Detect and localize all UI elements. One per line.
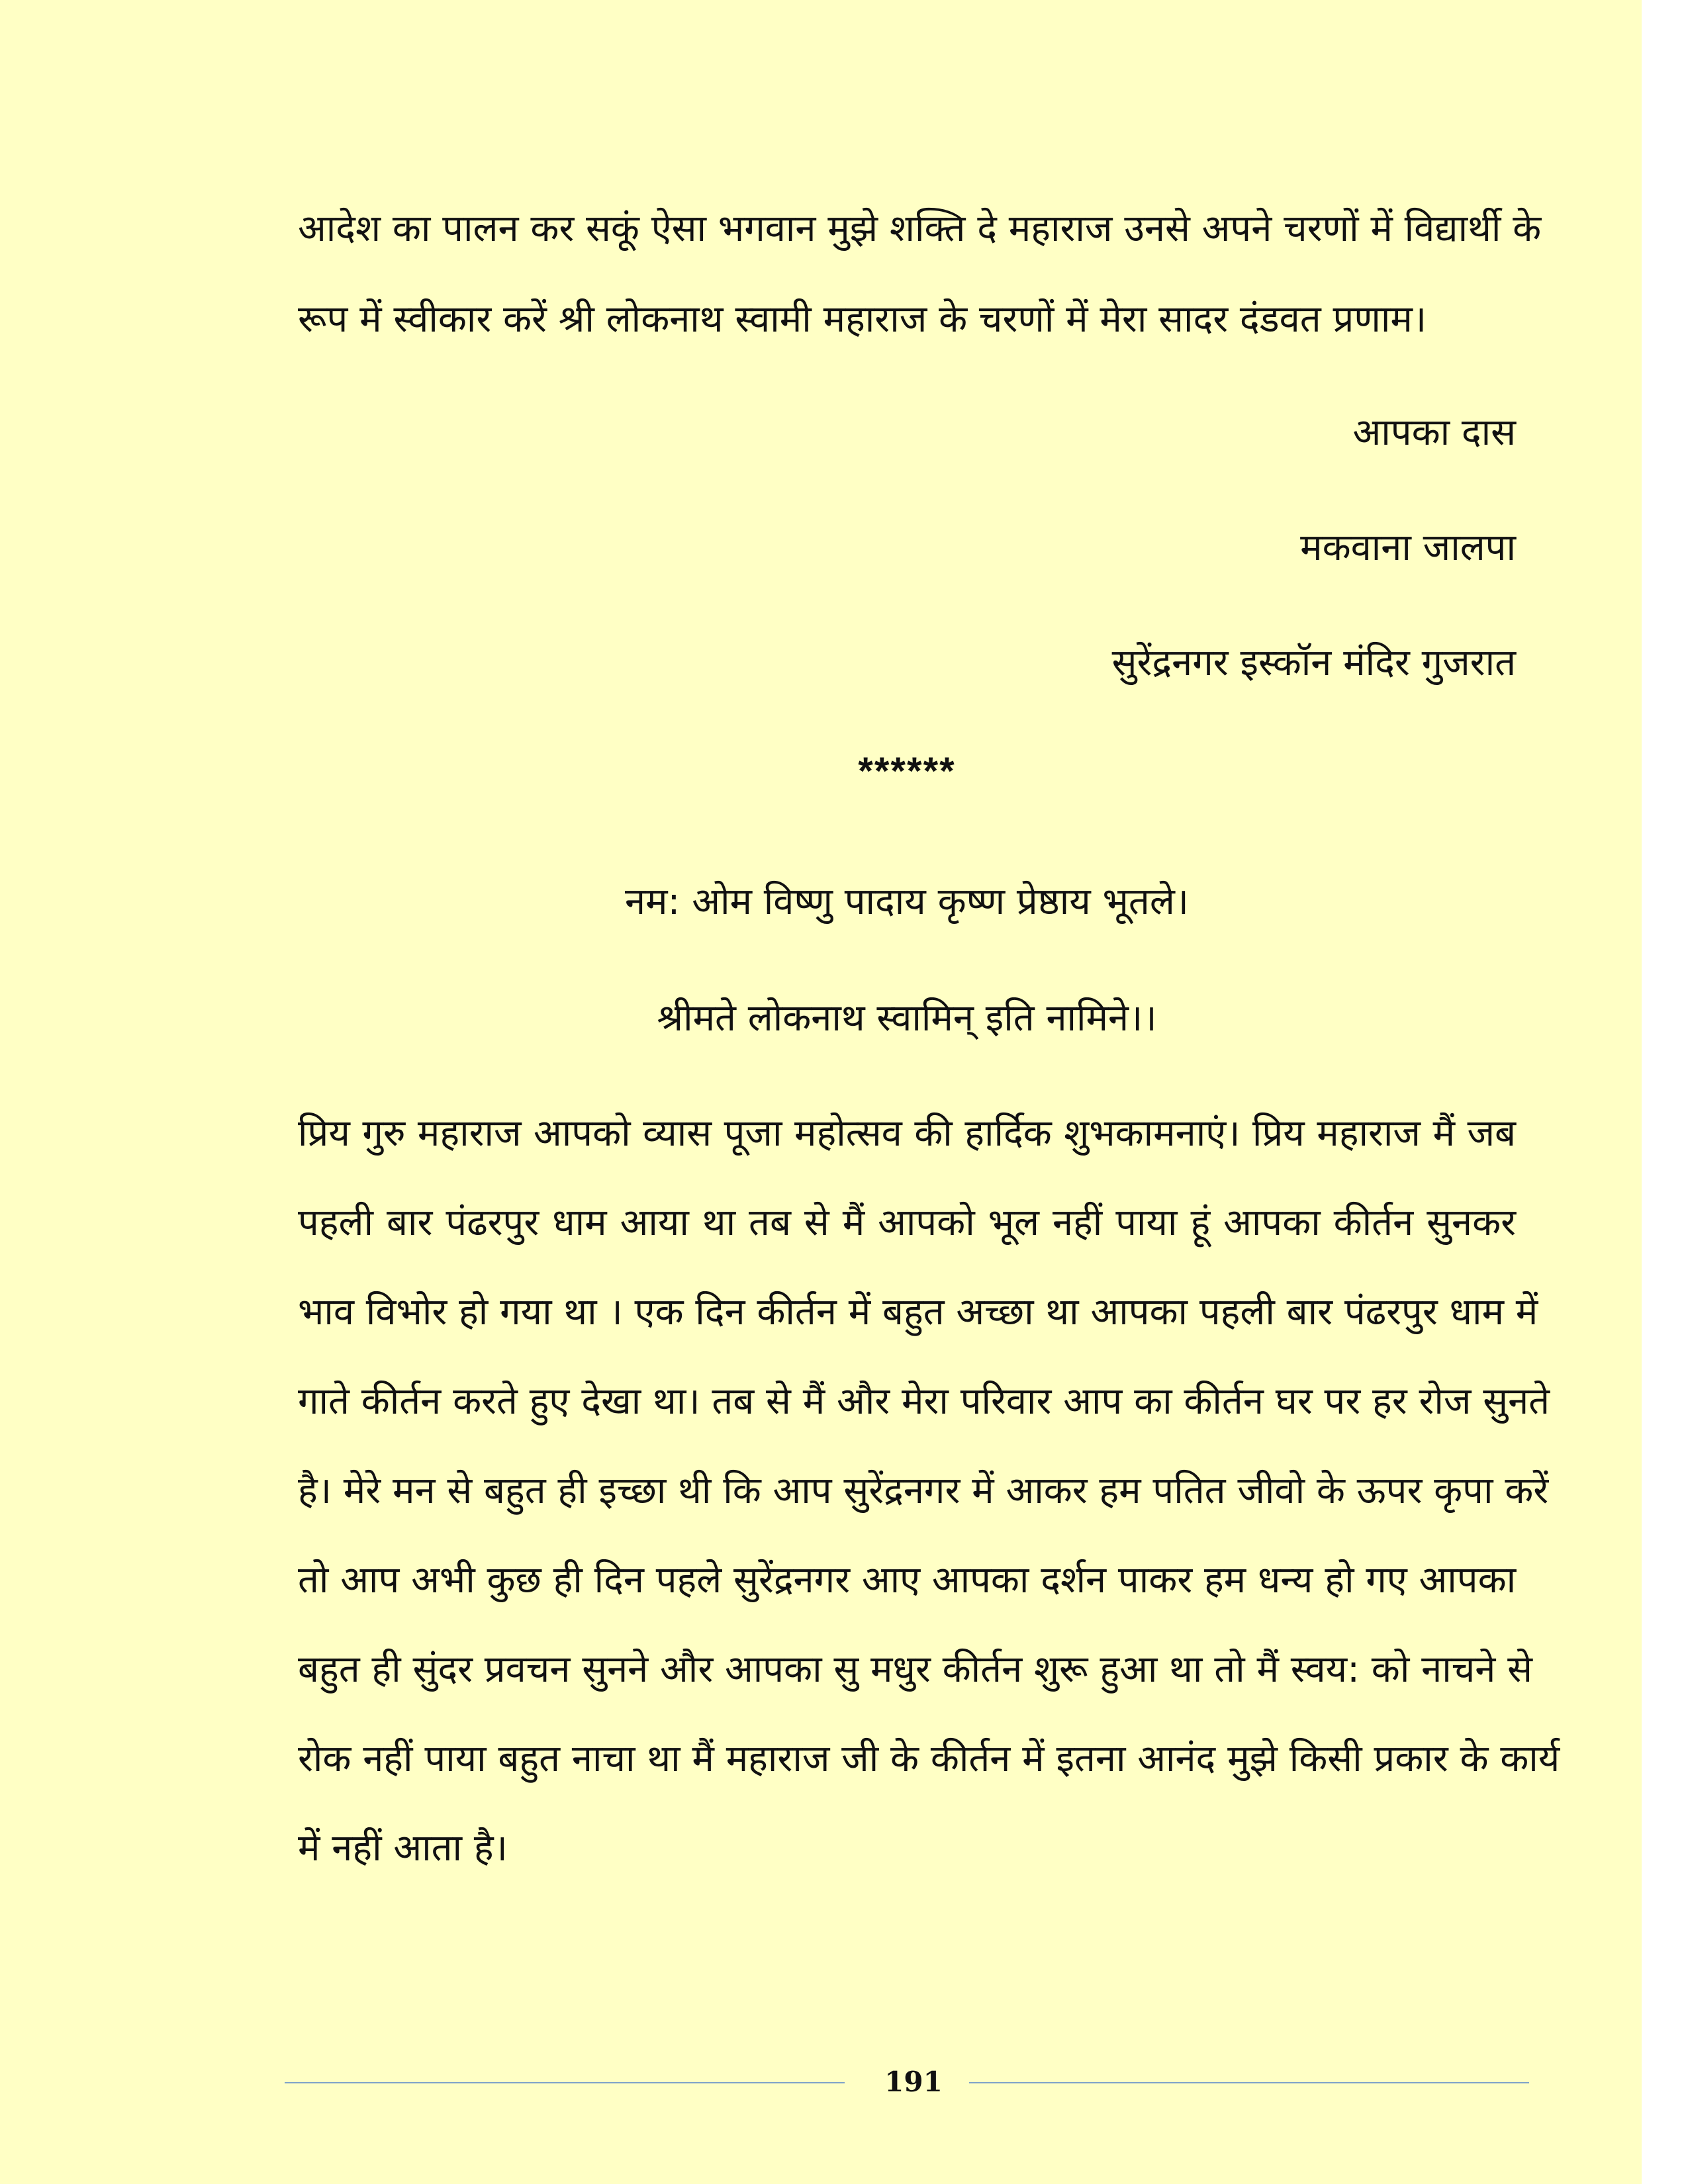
- paragraph-2-line-7: बहुत ही सुंदर प्रवचन सुनने और आपका सु मधुर कीर्तन शुरू हुआ था तो मैं स्वय: को नाचने से: [298, 1648, 1533, 1691]
- footer-rule-right: [969, 2082, 1529, 2083]
- paragraph-2-line-4: गाते कीर्तन करते हुए देखा था। तब से मैं और मेरा परिवार आप का कीर्तन घर पर हर रोज सुनते: [298, 1380, 1550, 1423]
- signature-closing: आपका दास: [1352, 411, 1516, 454]
- section-separator: ******: [858, 750, 956, 793]
- paragraph-2-line-9: में नहीं आता है।: [298, 1827, 508, 1870]
- paragraph-1-line-1: आदेश का पालन कर सकूं ऐसा भगवान मुझे शक्ति दे महाराज उनसे अपने चरणों में विद्यार्थी के: [298, 207, 1542, 250]
- paragraph-2-line-5: है। मेरे मन से बहुत ही इच्छा थी कि आप सुरेंद्रनगर में आकर हम पतित जीवो के ऊपर कृपा करें: [298, 1469, 1549, 1512]
- paragraph-2-line-1: प्रिय गुरु महाराज आपको व्यास पूजा महोत्सव की हार्दिक शुभकामनाएं। प्रिय महाराज मैं जब: [298, 1112, 1516, 1155]
- signature-name: मकवाना जालपा: [1300, 526, 1516, 569]
- signature-place: सुरेंद्रनगर इस्कॉन मंदिर गुजरात: [1111, 641, 1516, 684]
- paragraph-2-line-3: भाव विभोर हो गया था । एक दिन कीर्तन में बहुत अच्छा था आपका पहली बार पंढरपुर धाम में: [298, 1291, 1538, 1334]
- footer-rule-left: [285, 2082, 845, 2083]
- page-number: 191: [884, 2066, 943, 2098]
- paragraph-1-line-2: रूप में स्वीकार करें श्री लोकनाथ स्वामी महाराज के चरणों में मेरा सादर दंडवत प्रणाम।: [298, 298, 1427, 341]
- paragraph-2-line-8: रोक नहीं पाया बहुत नाचा था मैं महाराज जी के कीर्तन में इतना आनंद मुझे किसी प्रकार के कार्य: [298, 1737, 1560, 1780]
- prayer-line-2: श्रीमते लोकनाथ स्वामिन् इति नामिने।।: [657, 997, 1157, 1040]
- paragraph-2-line-6: तो आप अभी कुछ ही दिन पहले सुरेंद्रनगर आए आपका दर्शन पाकर हम धन्य हो गए आपका: [298, 1559, 1517, 1602]
- paragraph-2-line-2: पहली बार पंढरपुर धाम आया था तब से मैं आपको भूल नहीं पाया हूं आपका कीर्तन सुनकर: [298, 1201, 1516, 1244]
- prayer-line-1: नम: ओम विष्णु पादाय कृष्ण प्रेष्ठाय भूतले।: [624, 880, 1190, 923]
